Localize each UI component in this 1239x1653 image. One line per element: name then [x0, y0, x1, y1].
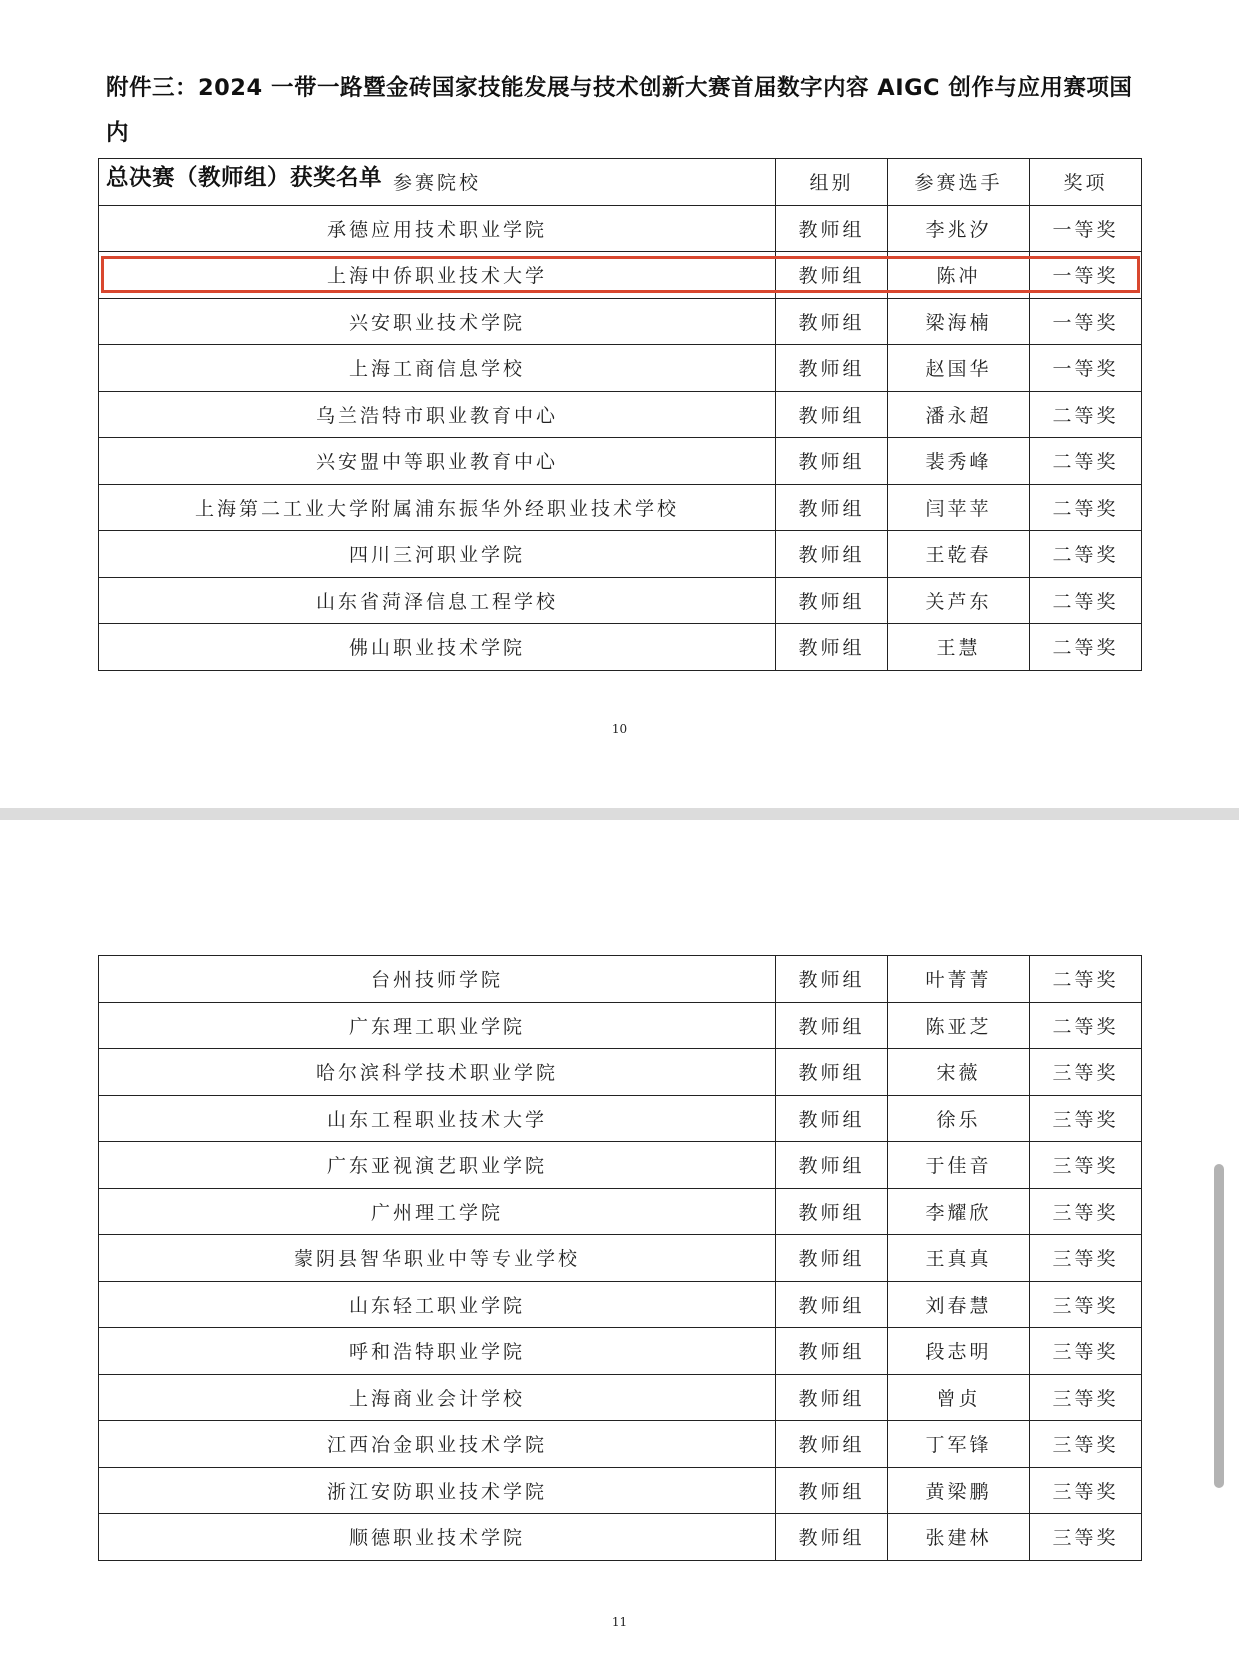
school-cell: 顺德职业技术学院: [99, 1514, 776, 1561]
table-row: [99, 1281, 1142, 1328]
contestant-cell: 黄梁鹏: [888, 1467, 1030, 1514]
table-row: [99, 531, 1142, 578]
award-cell: 一等奖: [1030, 345, 1142, 392]
table-row: [99, 624, 1142, 671]
group-cell: 教师组: [776, 1514, 888, 1561]
group-cell: 教师组: [776, 956, 888, 1003]
table-row: [99, 391, 1142, 438]
award-cell: 一等奖: [1030, 298, 1142, 345]
award-cell: 三等奖: [1030, 1235, 1142, 1282]
school-cell: 四川三河职业学院: [99, 531, 776, 578]
group-cell: 教师组: [776, 1281, 888, 1328]
award-cell: 三等奖: [1030, 1281, 1142, 1328]
award-cell: 二等奖: [1030, 956, 1142, 1003]
group-cell: 教师组: [776, 1328, 888, 1375]
group-cell: 教师组: [776, 345, 888, 392]
school-cell: 兴安职业技术学院: [99, 298, 776, 345]
school-cell: 江西冶金职业技术学院: [99, 1421, 776, 1468]
table-row: [99, 1188, 1142, 1235]
contestant-cell: 潘永超: [888, 391, 1030, 438]
school-cell: 台州技师学院: [99, 956, 776, 1003]
table-row: [99, 577, 1142, 624]
contestant-cell: 张建林: [888, 1514, 1030, 1561]
award-cell: 二等奖: [1030, 438, 1142, 485]
scrollbar-thumb[interactable]: [1214, 1164, 1224, 1488]
header-school: 参赛院校: [99, 159, 776, 206]
table-row: [99, 345, 1142, 392]
award-cell: 三等奖: [1030, 1049, 1142, 1096]
contestant-cell: 赵国华: [888, 345, 1030, 392]
title-line-1: 附件三：2024 一带一路暨金砖国家技能发展与技术创新大赛首届数字内容 AIGC 创作与应用赛项国内: [106, 75, 1133, 146]
table-row: [99, 1328, 1142, 1375]
group-cell: 教师组: [776, 1142, 888, 1189]
group-cell: 教师组: [776, 298, 888, 345]
header-contestant: 参赛选手: [888, 159, 1030, 206]
award-cell: 三等奖: [1030, 1374, 1142, 1421]
table-row: [99, 956, 1142, 1003]
contestant-cell: 徐乐: [888, 1095, 1030, 1142]
group-cell: 教师组: [776, 1421, 888, 1468]
document-page-11: [0, 820, 1239, 1653]
school-cell: 兴安盟中等职业教育中心: [99, 438, 776, 485]
table-row: [99, 438, 1142, 485]
school-cell: 上海工商信息学校: [99, 345, 776, 392]
school-cell: 哈尔滨科学技术职业学院: [99, 1049, 776, 1096]
page-number: 10: [611, 722, 628, 736]
award-cell: 三等奖: [1030, 1467, 1142, 1514]
school-cell: 上海中侨职业技术大学: [99, 252, 776, 299]
table-row: [99, 298, 1142, 345]
group-cell: 教师组: [776, 252, 888, 299]
school-cell: 山东省菏泽信息工程学校: [99, 577, 776, 624]
group-cell: 教师组: [776, 1467, 888, 1514]
award-cell: 一等奖: [1030, 205, 1142, 252]
award-cell: 三等奖: [1030, 1328, 1142, 1375]
award-cell: 三等奖: [1030, 1514, 1142, 1561]
school-cell: 浙江安防职业技术学院: [99, 1467, 776, 1514]
contestant-cell: 曾贞: [888, 1374, 1030, 1421]
group-cell: 教师组: [776, 624, 888, 671]
group-cell: 教师组: [776, 1188, 888, 1235]
table-row: [99, 1374, 1142, 1421]
group-cell: 教师组: [776, 1002, 888, 1049]
table-row: [99, 1514, 1142, 1561]
contestant-cell: 于佳音: [888, 1142, 1030, 1189]
award-cell: 三等奖: [1030, 1188, 1142, 1235]
group-cell: 教师组: [776, 577, 888, 624]
table-row: [99, 1142, 1142, 1189]
group-cell: 教师组: [776, 205, 888, 252]
contestant-cell: 陈冲: [888, 252, 1030, 299]
school-cell: 上海商业会计学校: [99, 1374, 776, 1421]
group-cell: 教师组: [776, 1374, 888, 1421]
contestant-cell: 王乾春: [888, 531, 1030, 578]
contestant-cell: 李兆汐: [888, 205, 1030, 252]
school-cell: 广东亚视演艺职业学院: [99, 1142, 776, 1189]
awards-table-page-10: [98, 158, 1142, 671]
award-cell: 二等奖: [1030, 624, 1142, 671]
contestant-cell: 李耀欣: [888, 1188, 1030, 1235]
group-cell: 教师组: [776, 438, 888, 485]
table-row: [99, 484, 1142, 531]
school-cell: 广州理工学院: [99, 1188, 776, 1235]
page-divider: [0, 808, 1239, 820]
contestant-cell: 关芦东: [888, 577, 1030, 624]
school-cell: 承德应用技术职业学院: [99, 205, 776, 252]
award-cell: 二等奖: [1030, 577, 1142, 624]
table-row: [99, 205, 1142, 252]
school-cell: 山东轻工职业学院: [99, 1281, 776, 1328]
school-cell: 上海第二工业大学附属浦东振华外经职业技术学校: [99, 484, 776, 531]
contestant-cell: 裴秀峰: [888, 438, 1030, 485]
page-number: 11: [611, 1615, 628, 1629]
contestant-cell: 梁海楠: [888, 298, 1030, 345]
contestant-cell: 王真真: [888, 1235, 1030, 1282]
school-cell: 蒙阴县智华职业中等专业学校: [99, 1235, 776, 1282]
table-body-page-11: [99, 956, 1142, 1561]
award-cell: 二等奖: [1030, 1002, 1142, 1049]
table-row: [99, 1421, 1142, 1468]
contestant-cell: 刘春慧: [888, 1281, 1030, 1328]
table-row: [99, 1095, 1142, 1142]
school-cell: 乌兰浩特市职业教育中心: [99, 391, 776, 438]
header-award: 奖项: [1030, 159, 1142, 206]
school-cell: 广东理工职业学院: [99, 1002, 776, 1049]
contestant-cell: 宋薇: [888, 1049, 1030, 1096]
header-group: 组别: [776, 159, 888, 206]
school-cell: 山东工程职业技术大学: [99, 1095, 776, 1142]
contestant-cell: 陈亚芝: [888, 1002, 1030, 1049]
table-body-page-10: [99, 205, 1142, 670]
table-row: [99, 1049, 1142, 1096]
contestant-cell: 叶菁菁: [888, 956, 1030, 1003]
award-cell: 三等奖: [1030, 1142, 1142, 1189]
contestant-cell: 王慧: [888, 624, 1030, 671]
contestant-cell: 闫苹苹: [888, 484, 1030, 531]
title-line-2: 总决赛（教师组）获奖名单: [106, 165, 383, 191]
table-header-row: [99, 159, 1142, 206]
group-cell: 教师组: [776, 1235, 888, 1282]
award-cell: 三等奖: [1030, 1421, 1142, 1468]
school-cell: 佛山职业技术学院: [99, 624, 776, 671]
award-cell: 一等奖: [1030, 252, 1142, 299]
contestant-cell: 丁军锋: [888, 1421, 1030, 1468]
group-cell: 教师组: [776, 1095, 888, 1142]
award-cell: 二等奖: [1030, 391, 1142, 438]
table-row: [99, 1235, 1142, 1282]
table-row: [99, 1002, 1142, 1049]
group-cell: 教师组: [776, 484, 888, 531]
document-page-10: [0, 0, 1239, 808]
award-cell: 二等奖: [1030, 484, 1142, 531]
award-cell: 三等奖: [1030, 1095, 1142, 1142]
table-row: [99, 252, 1142, 299]
group-cell: 教师组: [776, 1049, 888, 1096]
group-cell: 教师组: [776, 391, 888, 438]
award-cell: 二等奖: [1030, 531, 1142, 578]
awards-table-page-11: [98, 955, 1142, 1561]
table-row: [99, 1467, 1142, 1514]
school-cell: 呼和浩特职业学院: [99, 1328, 776, 1375]
group-cell: 教师组: [776, 531, 888, 578]
contestant-cell: 段志明: [888, 1328, 1030, 1375]
